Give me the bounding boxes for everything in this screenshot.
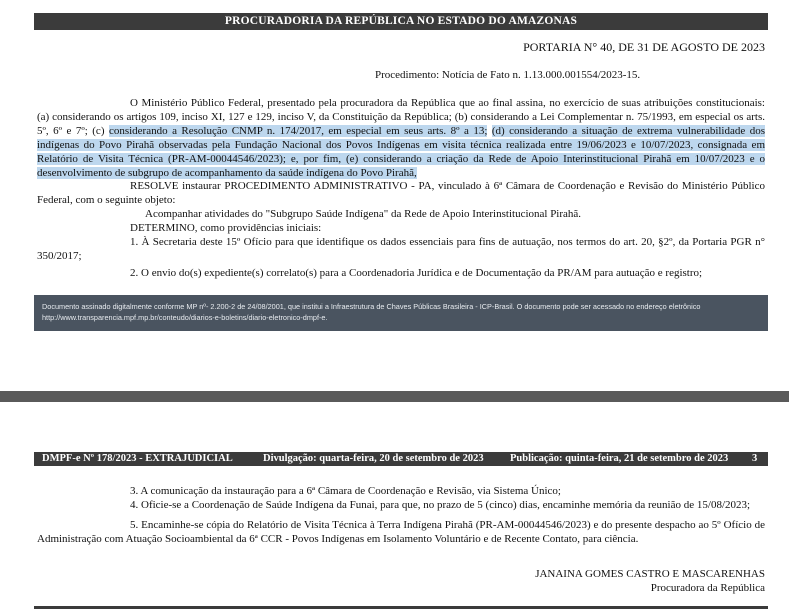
page-divider [0,391,789,402]
signer-role: Procuradora da República [650,582,765,594]
continuation-body [37,484,765,546]
item-4: 4. Oficie-se a Coordenação de Saúde Indígena da Funai, para que, no prazo de 5 (cinco) dias, encaminhe memória da reunião de 15/08/2023; [130,499,751,511]
intro-text: O Ministério Público Federal, presentado pela procuradora da República que ao final assina, no exercício de suas atribuições constitucionais: (a) considerando os artigos 109, inciso XI, 127 e 129, inciso V, da Constituição da República; (b) considerando a Lei Complementar n. 75/1993, em especial os arts. 5º, 6º e 7º; (c) [37,97,765,137]
item-2: 2. O envio do(s) expediente(s) correlato(s) para a Coordenadoria Jurídica e de Documentação da PR/AM para autuação e registro; [130,266,703,279]
objeto-paragraph: Acompanhar atividades do "Subgrupo Saúde Indígena" da Rede de Apoio Interinstitucional Pirahã. [145,208,582,221]
item-3: 3. A comunicação da instauração para a 6ª Câmara de Coordenação e Revisão, via Sistema Único; [130,485,561,497]
highlight-vulnerabilidade: (d) considerando a situação de extrema vulnerabilidade dos indígenas do Povo Pirahã observadas pela Fundação Nacional dos Povos Indígenas em visita técnica realizada entre 19/06/2023 e 10/07/2023, consignada em Relatório de Visita Técnica (PR-AM-00044546/2023); e, por fim, (e) considerando a criação da Rede de Apoio Interinstitucional Pirahã em 10/07/2023 e o desenvolvimento de subgrupo de acompanhamento da saúde indígena do Povo Pirahã, [37,124,766,179]
bottom-rule [34,606,768,609]
intro-paragraph [37,97,765,180]
publicacao-date: Publicação: quinta-feira, 21 de setembro de 2023 [510,453,729,464]
page-header-bar [34,452,768,466]
divulgacao-date: Divulgação: quarta-feira, 20 de setembro de 2023 [263,453,484,464]
procedimento-line: Procedimento: Notícia de Fato n. 1.13.000.001554/2023-15. [375,69,641,81]
signer-block [535,567,765,595]
issue-label: DMPF-e Nº 178/2023 - EXTRAJUDICIAL [42,453,233,464]
signer-name: JANAINA GOMES CASTRO E MASCARENHAS [535,568,765,580]
resolve-paragraph: RESOLVE instaurar PROCEDIMENTO ADMINISTRATIVO - PA, vinculado à 6ª Câmara de Coordenação e Revisão do Ministério Público Federal, com o seguinte objeto: [37,180,765,207]
determino-paragraph: DETERMINO, como providências iniciais: [130,222,322,235]
section-header: PROCURADORIA DA REPÚBLICA NO ESTADO DO AMAZONAS [34,13,768,30]
item-5: 5. Encaminhe-se cópia do Relatório de Visita Técnica à Terra Indígena Pirahã (PR-AM-00044546/2023) e do presente despacho ao 5º Ofício de Administração com Atuação Socioambiental da 6ª CCR - Povos Indígenas em Isolamento Voluntário e de Recente Contato, para ciência. [37,519,765,545]
page-number: 3 [752,453,758,464]
portaria-title: PORTARIA N° 40, DE 31 DE AGOSTO DE 2023 [523,40,765,54]
highlight-resolucao: considerando a Resolução CNMP n. 174/2017, em especial em seus arts. 8º a 13; [108,124,488,137]
digital-signature-notice: Documento assinado digitalmente conforme MP nº- 2.200-2 de 24/08/2001, que institui a Infraestrutura de Chaves Públicas Brasileira - ICP-Brasil. O documento pode ser acessado no endereço eletrônico http://www.transparencia.mpf.mp.br/conteudo/diarios-e-boletins/diario-eletronico-dmpf-e. [34,295,768,331]
item-1: 1. À Secretaria deste 15º Ofício para que identifique os dados essenciais para fins de autuação, nos termos do art. 20, §2º, da Portaria PGR n° 350/2017; [37,236,765,262]
document-body [37,97,765,281]
